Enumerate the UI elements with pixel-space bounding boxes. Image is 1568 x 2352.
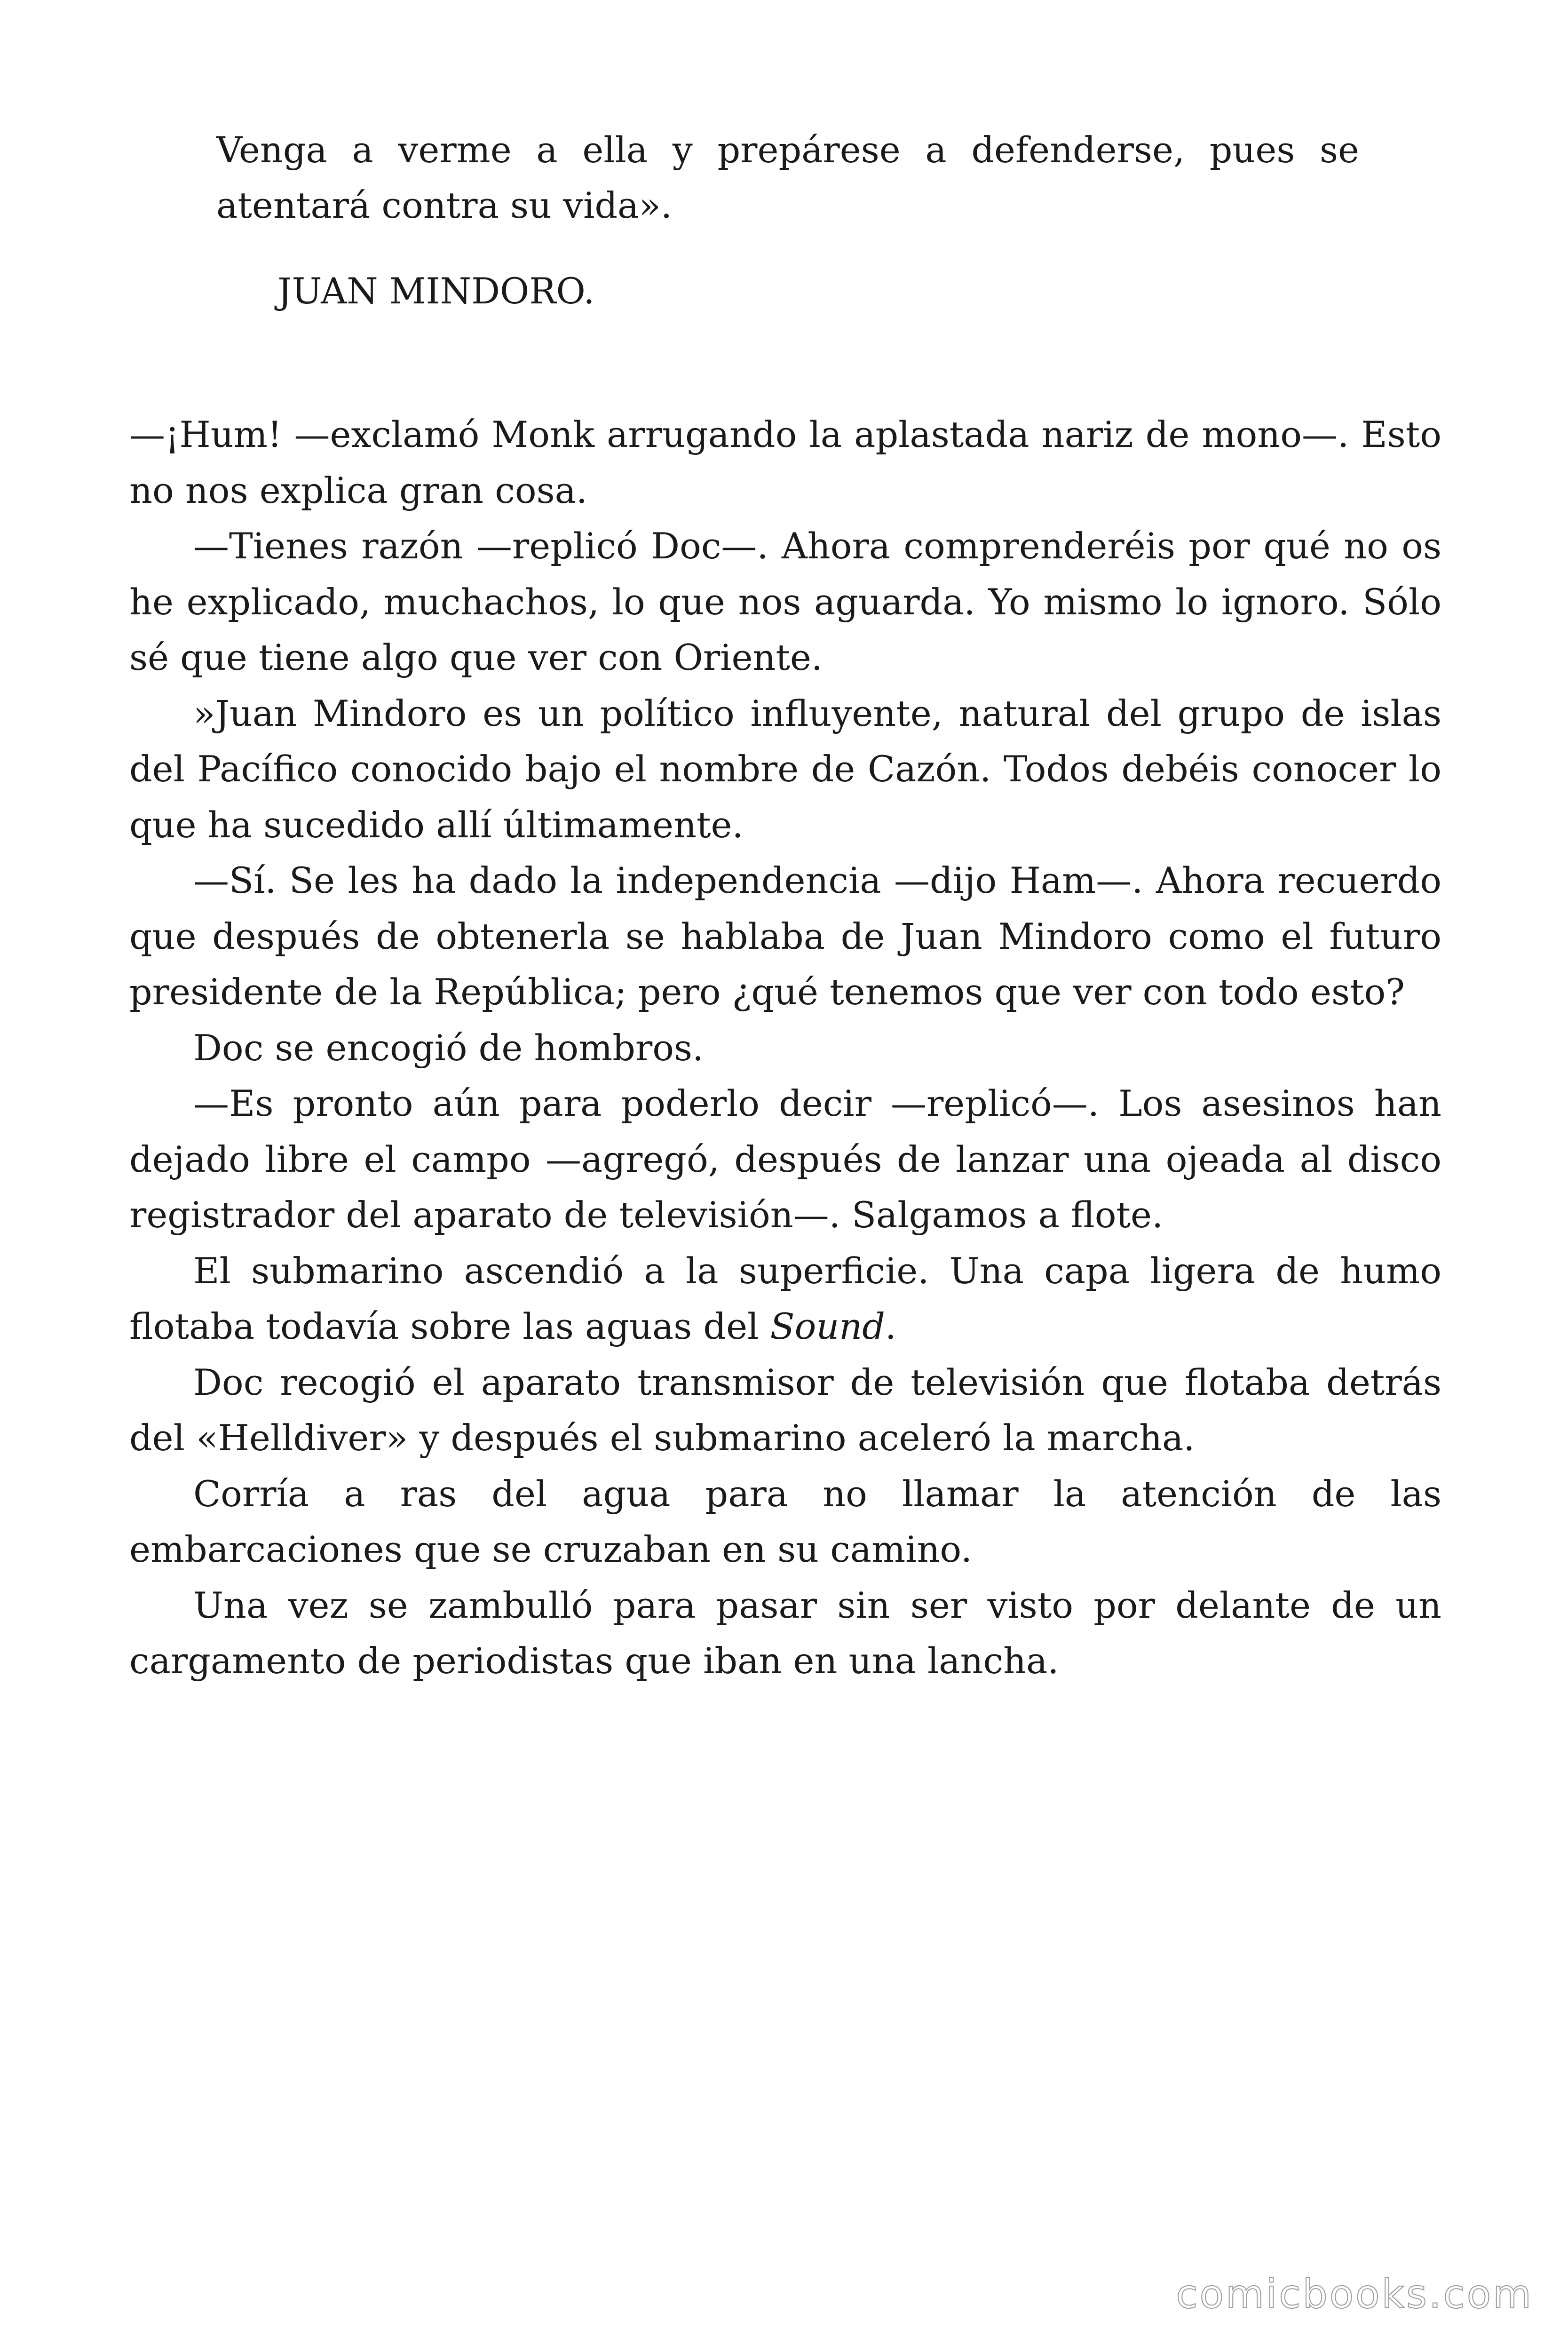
paragraph: Corría a ras del agua para no llamar la atención de las embarcaciones que se cruzaban en su camino. — [129, 1472, 1441, 1570]
paragraph-text: El submarino ascendió a la superficie. Una capa ligera de humo flotaba todavía sobre las aguas del — [129, 1249, 1441, 1347]
paragraph: Doc se encogió de hombros. — [193, 1026, 704, 1069]
paragraph: »Juan Mindoro es un político influyente, natural del grupo de islas del Pacífico conocido bajo el nombre de Cazón. Todos debéis conocer lo que ha sucedido allí últimamente. — [129, 692, 1441, 846]
paragraph-text: . — [885, 1305, 897, 1347]
paragraph: —¡Hum! —exclamó Monk arrugando la aplastada nariz de mono—. Esto no nos explica gran cosa. — [129, 413, 1441, 511]
paragraph — [129, 1243, 1441, 1355]
letter-signature: JUAN MINDORO. — [277, 270, 595, 312]
paragraph: —Sí. Se les ha dado la independencia —dijo Ham—. Ahora recuerdo que después de obtenerla se hablaba de Juan Mindoro como el futuro presidente de la República; pero ¿qué tenemos que ver con todo esto? — [129, 859, 1441, 1013]
paragraph: Doc recogió el aparato transmisor de televisión que flotaba detrás del «Helldiver» y después el submarino aceleró la marcha. — [129, 1361, 1441, 1459]
letter-quote — [216, 122, 1359, 233]
italic-word: Sound — [770, 1305, 885, 1347]
body-text — [129, 407, 1441, 1689]
watermark: comicbooks.com — [1176, 2271, 1533, 2317]
paragraph: —Es pronto aún para poderlo decir —replicó—. Los asesinos han dejado libre el campo —agregó, después de lanzar una ojeada al disco registrador del aparato de televisión—. Salgamos a flote. — [129, 1082, 1441, 1236]
paragraph: —Tienes razón —replicó Doc—. Ahora comprenderéis por qué no os he explicado, muchachos, lo que nos aguarda. Yo mismo lo ignoro. Sólo sé que tiene algo que ver con Oriente. — [129, 525, 1441, 678]
paragraph: Una vez se zambulló para pasar sin ser visto por delante de un cargamento de periodistas que iban en una lancha. — [129, 1584, 1441, 1682]
letter-text: Venga a verme a ella y prepárese a defenderse, pues se atentará contra su vida». — [216, 129, 1359, 226]
